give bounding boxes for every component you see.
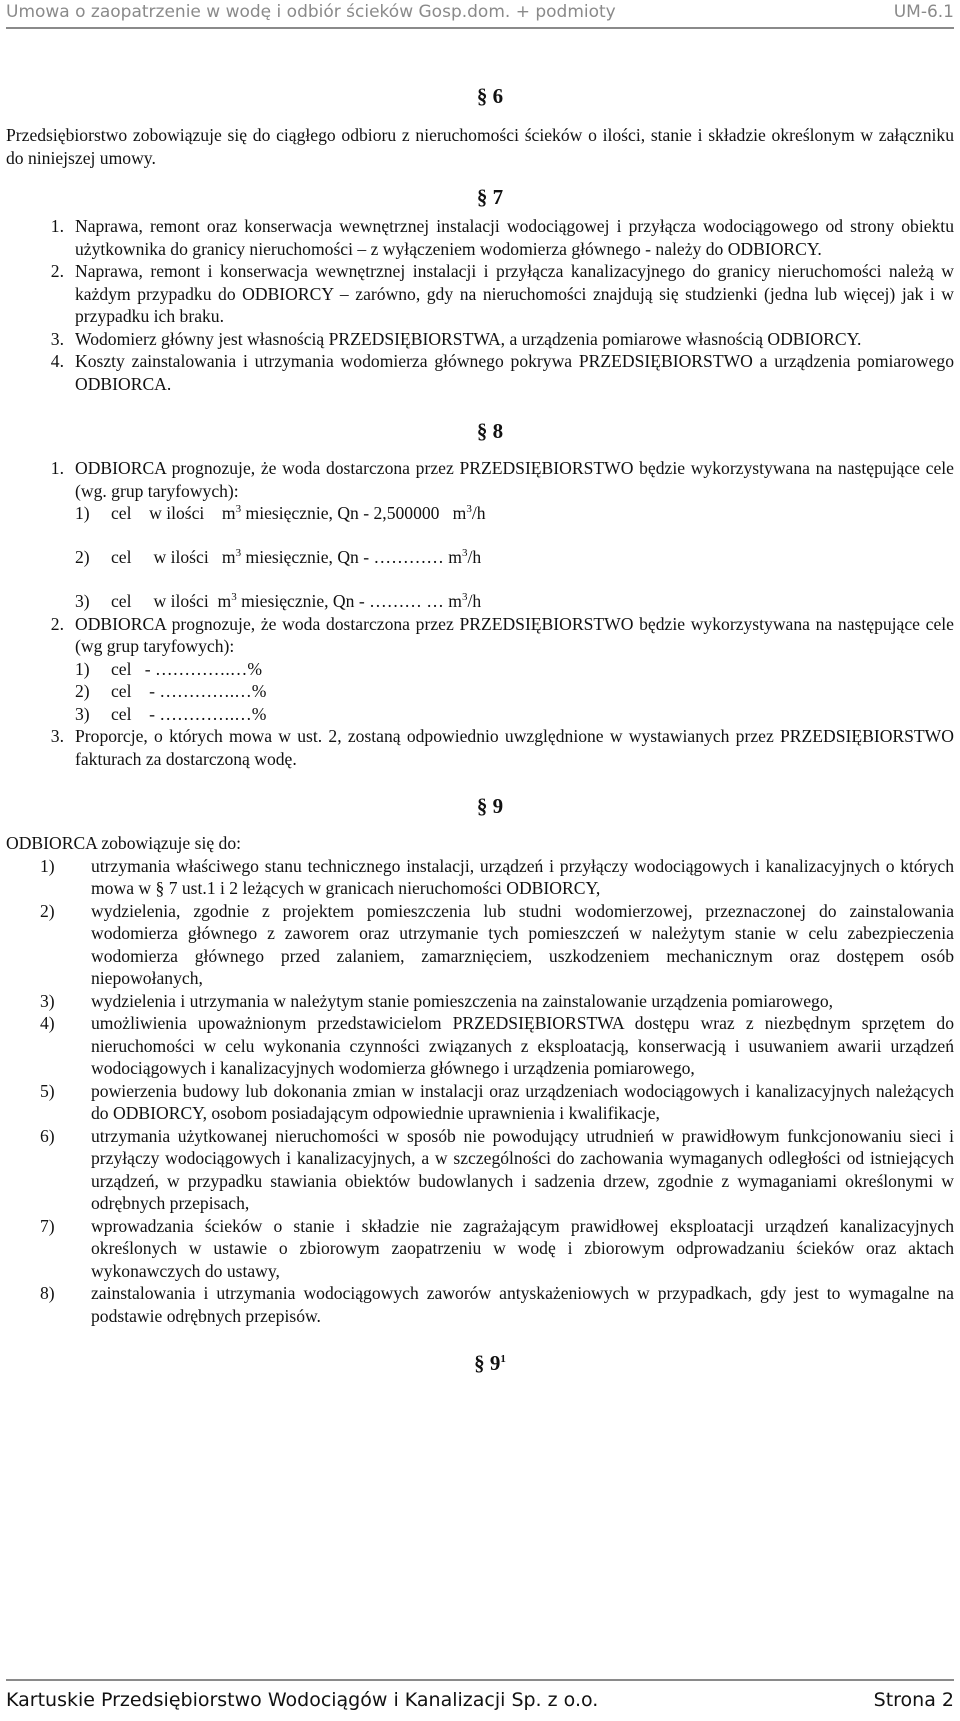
list-item: 3) wydzielenia i utrzymania w należytym stanie pomieszczenia na zainstalowanie urządzenia pomiarowego, (40, 990, 834, 1011)
list-item: 1. ODBIORCA prognozuje, że woda dostarczona przez PRZEDSIĘBIORSTWO będzie wykorzystywana na następujące cele (wg. grup taryfowych): 1) cel w ilości $m^3$ miesięcznie, Qn - 2,500000 $m^3/h$ 2) cel w ilości $m^3$ miesięcznie, Qn - ………… $m^3/h$ 3) cel w ilości $m^3$ miesięcznie, Qn - ……… … $m^3/h$ (50, 458, 954, 611)
document-title: Umowa o zaopatrzenie w wodę i odbiór ścieków Gosp.dom. + podmioty (6, 2, 616, 22)
section-9-list (6, 855, 954, 1328)
company-name: Kartuskie Przedsiębiorstwo Wodociągów i Kanalizacji Sp. z o.o. (6, 1689, 599, 1711)
header-divider (6, 27, 954, 29)
page-number: Strona 2 (873, 1689, 954, 1711)
section-6-heading: § 6 (476, 84, 504, 108)
percent-row: 1) cel - ………….…% (75, 658, 262, 679)
section-9-intro: ODBIORCA zobowiązuje się do: (6, 833, 242, 853)
usage-row: 3) cel w ilości $m^3$ miesięcznie, Qn - ……… … $m^3/h$ (75, 591, 482, 611)
percent-row: 3) cel - ………….…% (75, 703, 267, 724)
section-9-heading: § 9 (476, 794, 504, 818)
list-item: 8) zainstalowania i utrzymania wodociągowych zaworów antyskażeniowych w przypadkach, gdy jest to wymagalne na podstawie odrębnych przepisów. (40, 1283, 954, 1326)
section-9-1-heading: § $9^1$ (474, 1351, 506, 1375)
list-item: 5) powierzenia budowy lub dokonania zmian w instalacji oraz urządzeniach wodociągowych i kanalizacyjnych należących do ODBIORCY, osobom posiadającym odpowiednie uprawnienia i kwalifikacje, (40, 1080, 954, 1123)
list-item: 6) utrzymania użytkowanej nieruchomości w sposób nie powodujący utrudnień w prawidłowym funkcjonowaniu sieci i przyłączy wodociągowych i kanalizacyjnych, a w szczególności do zachowania wymaganych odległości od istniejących urządzeń, w przypadku stawiania obiektów budowlanych i sadzenia drzew, zgodnie z wymaganiami określonymi w odrębnych przepisach, (40, 1125, 954, 1213)
page-footer (6, 1686, 954, 1714)
list-item: 2) wydzielenia, zgodnie z projektem pomieszczenia lub studni wodomierzowej, przeznaczonej do zainstalowania wodomierza głównego z zaworem oraz utrzymanie tych pomieszczeń w należytym stanie w celu zabezpieczenia wodomierza głównego przed zalaniem, zamarznięciem, uszkodzeniem mechanicznym oraz dostępem osób niepowołanych, (40, 900, 954, 988)
document-body (6, 82, 954, 1377)
page-header (6, 0, 954, 24)
section-8-heading: § 8 (476, 419, 504, 443)
section-8-list (6, 457, 954, 770)
usage-row: 2) cel w ilości $m^3$ miesięcznie, Qn - ………… $m^3/h$ (75, 547, 482, 567)
percent-row: 2) cel - ………….…% (75, 681, 267, 701)
document-code: UM-6.1 (893, 2, 954, 22)
list-item: 3. Wodomierz główny jest własnością PRZEDSIĘBIORSTWA, a urządzenia pomiarowe własnością ODBIORCY. (50, 328, 862, 349)
list-item: 3. Proporcje, o których mowa w ust. 2, zostaną odpowiednio uwzględnione w wystawianych przez PRZEDSIĘBIORSTWO fakturach za dostarczoną wodę. (50, 726, 954, 769)
section-7-list (6, 215, 954, 395)
list-item: 2. Naprawa, remont i konserwacja wewnętrznej instalacji i przyłącza kanalizacyjnego do granicy nieruchomości należą w każdym przypadku do ODBIORCY – zarówno, gdy na nieruchomości znajdują się studzienki (jedna lub więcej) jak i w przypadku ich braku. (50, 261, 954, 326)
usage-row: 1) cel w ilości $m^3$ miesięcznie, Qn - 2,500000 $m^3/h$ (75, 503, 486, 523)
list-item: 1. Naprawa, remont oraz konserwacja wewnętrznej instalacji wodociągowej i przyłącza wodociągowego od strony obiektu użytkownika do granicy nieruchomości – z wyłączeniem wodomierza głównego - należy do ODBIORCY. (50, 216, 954, 259)
list-item: 4. Koszty zainstalowania i utrzymania wodomierza głównego pokrywa PRZEDSIĘBIORSTWO a urządzenia pomiarowego ODBIORCA. (50, 351, 954, 394)
list-item: 4) umożliwienia upoważnionym przedstawicielom PRZEDSIĘBIORSTWA dostępu wraz z niezbędnym sprzętem do nieruchomości w celu wykonania czynności związanych z eksploatacją, konserwacją i usuwaniem awarii urządzeń wodociągowych i kanalizacyjnych wodomierza głównego i urządzenia pomiarowego, (40, 1013, 954, 1078)
list-item: 7) wprowadzania ścieków o stanie i składzie nie zagrażającym prawidłowej eksploatacji urządzeń kanalizacyjnych określonych w ustawie o zbiorowym zaopatrzeniu w wodę i zbiorowym odprowadzaniu ścieków oraz aktach wykonawczych do ustawy, (40, 1215, 954, 1281)
list-item: 1) utrzymania właściwego stanu technicznego instalacji, urządzeń i przyłączy wodociągowych i kanalizacyjnych o których mowa w § 7 ust.1 i 2 leżących w granicach nieruchomości ODBIORCY, (40, 855, 954, 898)
list-item: 2. ODBIORCA prognozuje, że woda dostarczona przez PRZEDSIĘBIORSTWO będzie wykorzystywana na następujące cele (wg grup taryfowych): 1) cel - ………….…% 2) cel - ………….…% 3) cel - ………….…% (50, 613, 954, 724)
section-6-text: Przedsiębiorstwo zobowiązuje się do ciągłego odbioru z nieruchomości ścieków o ilości, stanie i składzie określonym w załączniku do niniejszej umowy. (6, 125, 954, 168)
section-7-heading: § 7 (476, 185, 504, 209)
footer-divider (6, 1679, 954, 1681)
